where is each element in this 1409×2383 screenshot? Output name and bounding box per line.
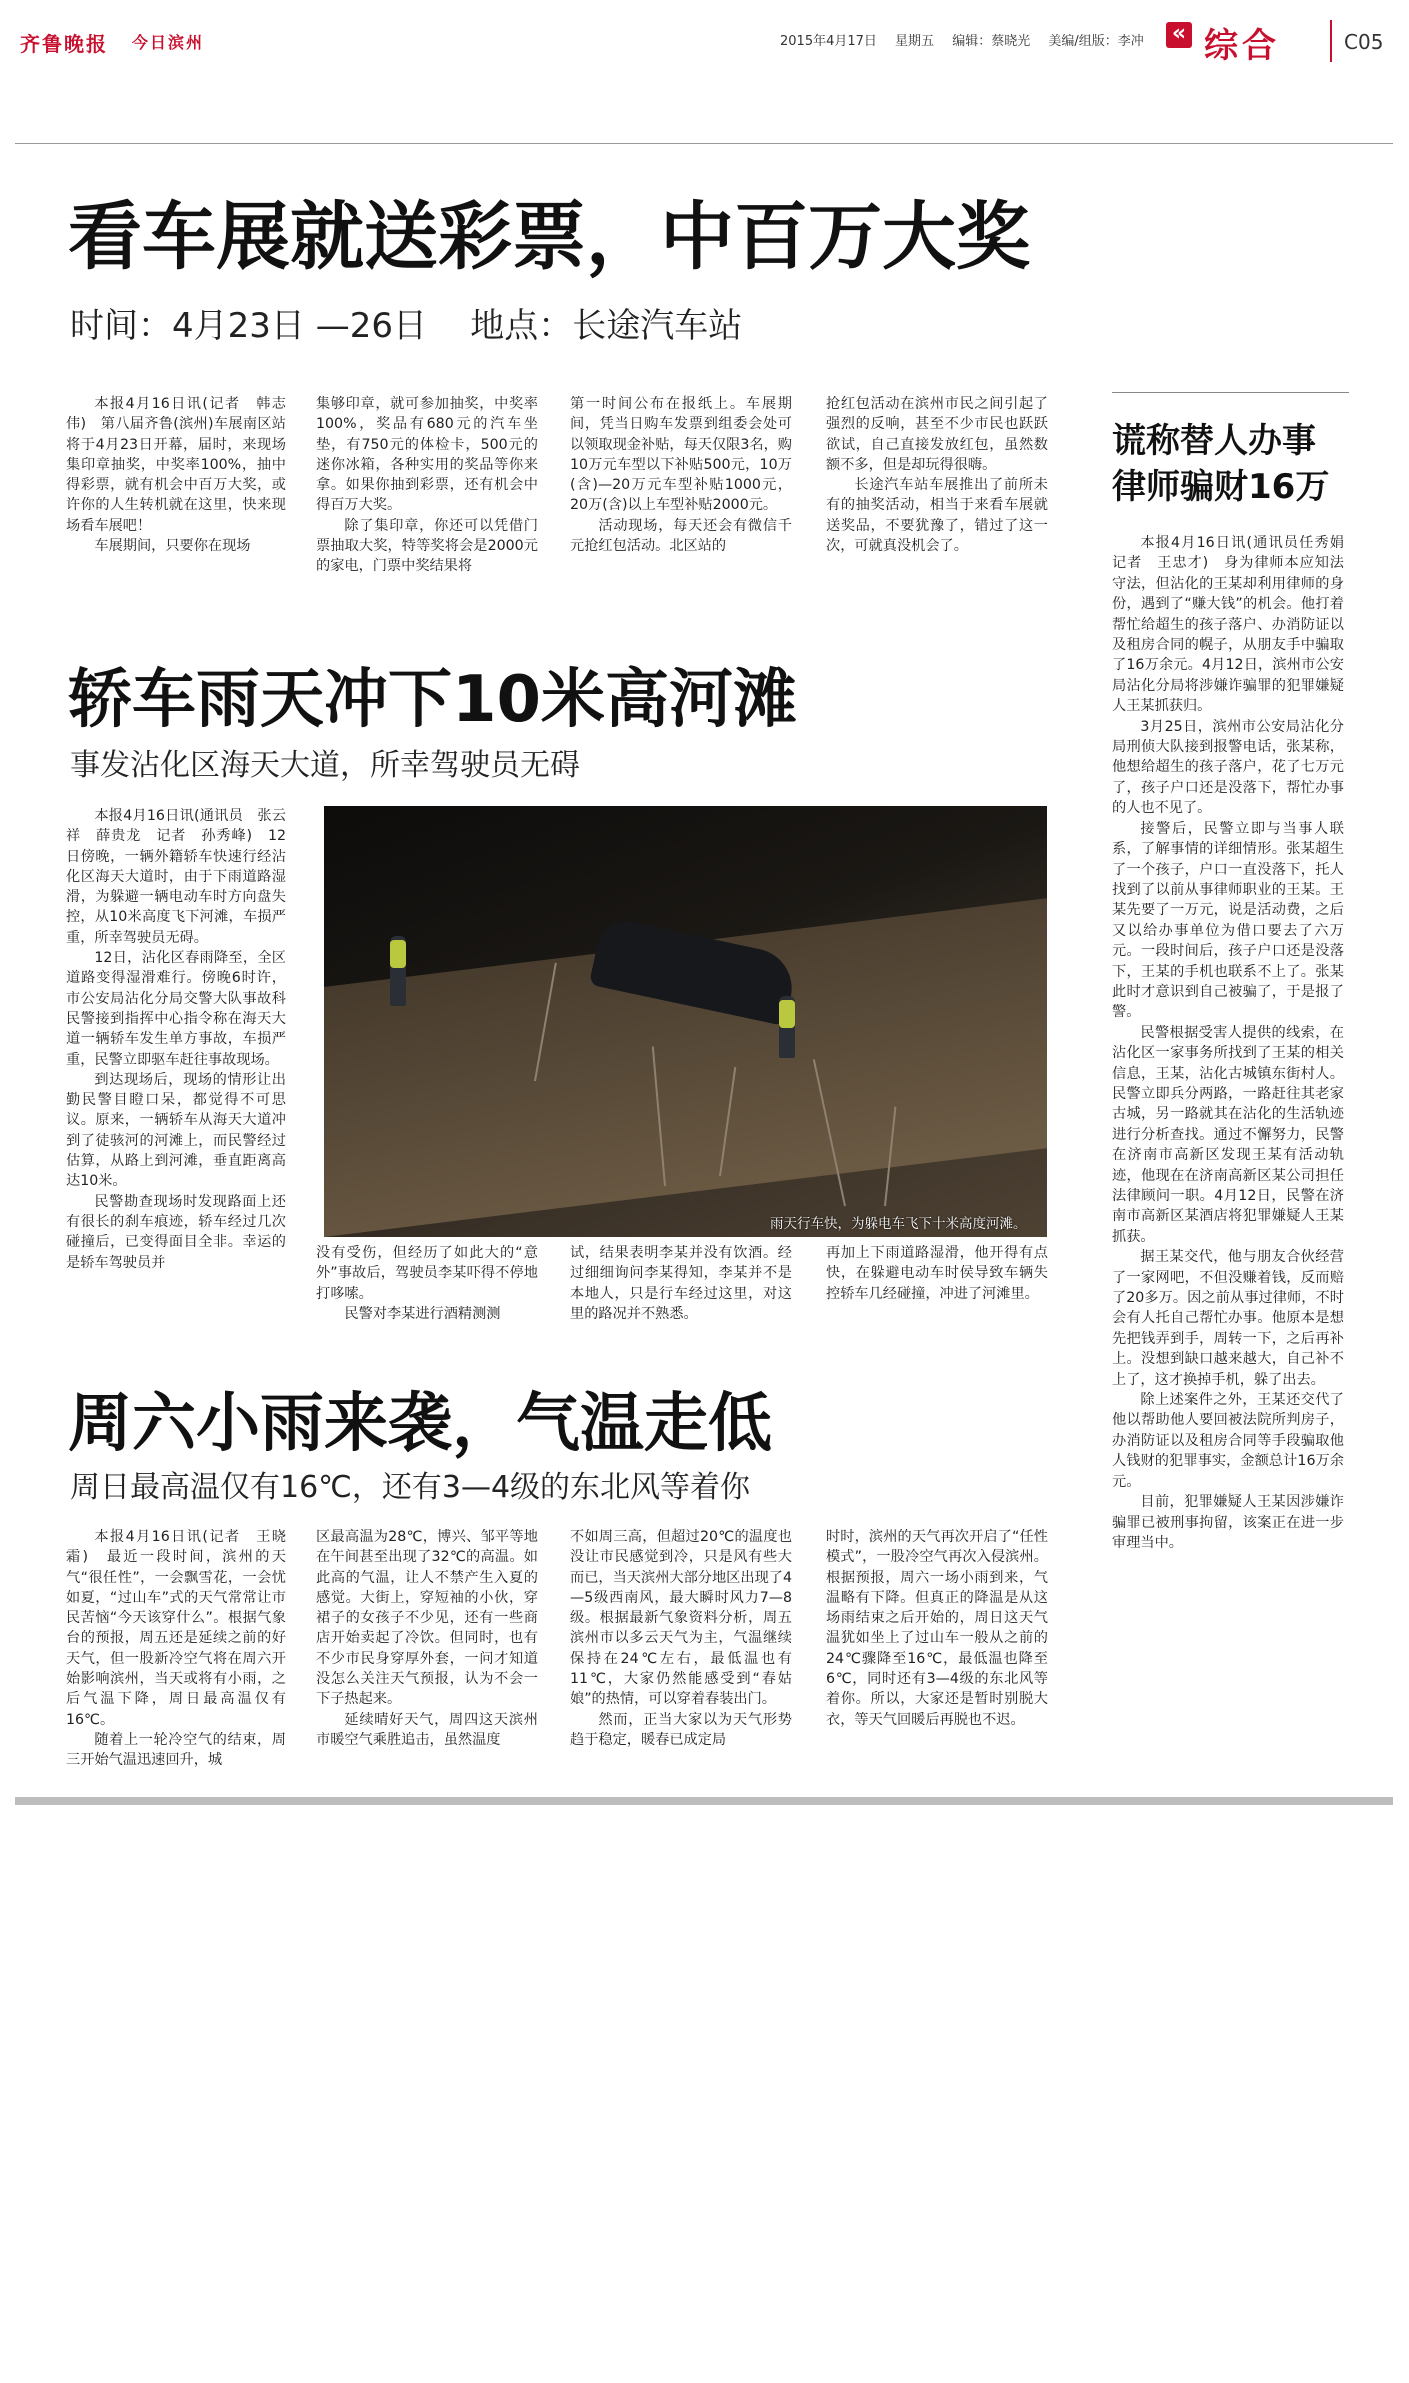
story2-column-3 xyxy=(570,1243,792,1324)
paragraph: 集够印章，就可参加抽奖，中奖率100%，奖品有680元的汽车坐垫，有750元的体检卡，500元的迷你冰箱，各种实用的奖品等你来拿。如果你抽到彩票，还有机会中得百万大奖。 xyxy=(316,396,538,514)
paragraph: 没有受伤，但经历了如此大的“意外”事故后，驾驶员李某吓得不停地打哆嗦。 xyxy=(316,1245,538,1302)
story1-column-4 xyxy=(826,394,1048,556)
bottom-band xyxy=(15,1797,1393,1805)
sidebar-body xyxy=(1112,533,1359,1553)
paragraph: 时时，滨州的天气再次开启了“任性模式”，一股冷空气再次入侵滨州。根据预报，周六一场小雨到来，气温略有下降。但真正的降温是从这场雨结束之后开始的，周日这天气温犹如坐上了过山车一般从之前的24℃骤降至16℃，最低温也降至6℃，同时还有3—4级的东北风等着你。所以，大家还是暂时别脱大衣，等天气回暖后再脱也不迟。 xyxy=(826,1529,1048,1728)
photo-caption: 雨天行车快，为躲电车飞下十米高度河滩。 xyxy=(770,1216,1027,1232)
story3-column-3 xyxy=(570,1527,792,1750)
reflective-vest xyxy=(779,1000,795,1028)
paragraph: 随着上一轮冷空气的结束，周三开始气温迅速回升，城 xyxy=(66,1731,286,1769)
paragraph: 本报4月16日讯(记者 韩志伟) 第八届齐鲁(滨州)车展南区站将于4月23日开幕，届时，来现场集印章抽奖，中奖率100%，抽中得彩票，就有机会中百万大奖，或许你的人生转机就在这里，快来现场看车展吧！ xyxy=(66,396,286,534)
editor-credit: 编辑：蔡晓光 xyxy=(952,34,1031,49)
story3-column-1 xyxy=(66,1527,286,1771)
paragraph: 抢红包活动在滨州市民之间引起了强烈的反响，甚至不少市民也跃跃欲试，自己直接发放红包，虽然数额不多，但是却玩得很嗨。 xyxy=(826,396,1048,473)
paragraph: 延续晴好天气，周四这天滨州市暖空气乘胜追击，虽然温度 xyxy=(316,1711,538,1748)
paragraph: 再加上下雨道路湿滑，他开得有点快，在躲避电动车时侯导致车辆失控轿车几经碰撞，冲进了河滩里。 xyxy=(826,1245,1048,1302)
story1-column-3 xyxy=(570,394,792,556)
masthead-meta xyxy=(780,30,1158,49)
paragraph: 试，结果表明李某并没有饮酒。经过细细询问李某得知，李某并不是本地人，只是行车经过这里，对这里的路况并不熟悉。 xyxy=(570,1245,792,1322)
story2-headline: 轿车雨天冲下10米高河滩 xyxy=(68,663,798,737)
design-credit: 美编/组版：李冲 xyxy=(1048,34,1144,49)
paragraph: 车展期间，只要你在现场 xyxy=(94,538,251,555)
paragraph: 目前，犯罪嫌疑人王某因涉嫌诈骗罪已被刑事拘留，该案正在进一步审理当中。 xyxy=(1112,1494,1344,1551)
story3-column-2 xyxy=(316,1527,538,1750)
story2-lead-column xyxy=(66,806,286,1273)
issue-date: 2015年4月17日 xyxy=(780,34,877,49)
accident-photo xyxy=(324,806,1047,1237)
newspaper-logo: 齐鲁晚报 xyxy=(20,32,108,56)
masthead-divider xyxy=(1330,20,1332,62)
paragraph: 本报4月16日讯(记者 王晓霜) 最近一段时间，滨州的天气“很任性”，一会飘雪花，一会忧如夏，“过山车”式的天气常常让市民苦恼“今天该穿什么”。根据气象台的预报，周五还是延续之前的好天气，但一股新冷空气将在周六开始影响滨州，当天或将有小雨，之后气温下降，周日最高温仅有16℃。 xyxy=(66,1529,286,1728)
paragraph: 本报4月16日讯(通讯员任秀娟 记者 王忠才) 身为律师本应知法守法，但沾化的王某却利用律师的身份，遇到了“赚大钱”的机会。他打着帮忙给超生的孩子落户、办消防证以及租房合同的幌子，从朋友手中骗取了16万余元。4月12日，滨州市公安局沾化分局将涉嫌诈骗罪的犯罪嫌疑人王某抓获归。 xyxy=(1112,535,1359,715)
paragraph: 不如周三高，但超过20℃的温度也没让市民感觉到冷，只是风有些大而已，当天滨州大部分地区出现了4—5级西南风，最大瞬时风力7—8级。根据最新气象资料分析，周五滨州市以多云天气为主，气温继续保持在24℃左右，最低温也有11℃，大家仍然能感受到“春姑娘”的热情，可以穿着春装出门。 xyxy=(570,1529,792,1708)
story2-subhead: 事发沾化区海天大道，所幸驾驶员无碍 xyxy=(70,748,580,783)
story2-column-4 xyxy=(826,1243,1048,1304)
sidebar-rule xyxy=(1112,392,1349,393)
page-number: C05 xyxy=(1344,30,1384,54)
story3-headline: 周六小雨来袭，气温走低 xyxy=(68,1387,772,1461)
story2-column-2 xyxy=(316,1243,538,1324)
sidebar-headline-line: 律师骗财16万 xyxy=(1112,467,1330,507)
paragraph: 长途汽车站车展推出了前所未有的抽奖活动，相当于来看车展就送奖品，不要犹豫了，错过了这一次，可就真没机会了。 xyxy=(826,477,1048,555)
paragraph: 12日，沾化区春雨降至，全区道路变得湿滑难行。傍晚6时许，市公安局沾化分局交警大队事故科民警接到指挥中心指令称在海天大道一辆轿车发生单方事故，车损严重，民警立即驱车赶往事故现场。 xyxy=(66,950,286,1068)
paragraph: 到达现场后，现场的情形让出勤民警目瞪口呆，都觉得不可思议。原来，一辆轿车从海天大道冲到了徒骇河的河滩上，而民警经过估算，从路上到河滩，垂直距离高达10米。 xyxy=(66,1071,286,1190)
paragraph: 接警后，民警立即与当事人联系，了解事情的详细情形。张某超生了一个孩子，户口一直没落下，托人找到了以前从事律师职业的王某。王某先要了一万元，说是活动费，之后又以给办事单位为借口要去了六万元。一段时间后，孩子户口还是没落下，王某的手机也联系不上了。张某此时才意识到自己被骗了，于是报了警。 xyxy=(1112,820,1344,1021)
paragraph: 3月25日，滨州市公安局沾化分局刑侦大队接到报警电话，张某称，他想给超生的孩子落户，花了七万元了，孩子户口还是没落下，帮忙办事的人也不见了。 xyxy=(1112,718,1344,817)
top-rule xyxy=(15,143,1393,144)
paragraph: 据王某交代，他与朋友合伙经营了一家网吧，不但没赚着钱，反而赔了20多万。因之前从事过律师，不时会有人托自己帮忙办事。他原本是想先把钱弄到手，周转一下，之后再补上。没想到缺口越来越大，自己补不上了，这才换掉手机，躲了出去。 xyxy=(1112,1249,1344,1388)
sidebar-headline-line: 谎称替人办事 xyxy=(1112,421,1316,461)
issue-weekday: 星期五 xyxy=(895,34,935,49)
section-name: 综合 xyxy=(1204,26,1280,66)
section-chevron-icon: « xyxy=(1166,22,1192,48)
story3-column-4 xyxy=(826,1527,1048,1730)
paragraph: 民警根据受害人提供的线索，在沾化区一家事务所找到了王某的相关信息，王某，沾化古城镇东街村人。民警立即兵分两路，一路赶往其老家古城，另一路就其在沾化的生活轨迹进行分析查找。通过不懈努力，民警在济南市高新区发现王某有活动轨迹，他现在在济南高新区某公司担任法律顾问一职。4月12日，民警在济南市高新区某酒店将犯罪嫌疑人王某抓获。 xyxy=(1112,1024,1344,1245)
paragraph: 区最高温为28℃，博兴、邹平等地在午间甚至出现了32℃的高温。如此高的气温，让人不禁产生入夏的感觉。大街上，穿短袖的小伙，穿裙子的女孩子不少见，还有一些商店开始卖起了冷饮。但同时，也有不少市民身穿厚外套，一问才知道没怎么关注天气预报，认为不会一下子热起来。 xyxy=(316,1529,538,1708)
edition-name: 今日滨州 xyxy=(132,33,205,52)
story1-column-1 xyxy=(66,394,286,556)
paragraph: 除上述案件之外，王某还交代了他以帮助他人要回被法院所判房子，办消防证以及租房合同等手段骗取他人钱财的犯罪事实，金额总计16万余元。 xyxy=(1112,1392,1344,1490)
paragraph: 本报4月16日讯(通讯员 张云祥 薛贵龙 记者 孙秀峰) 12日傍晚，一辆外籍轿车快速行经沾化区海天大道时，由于下雨道路湿滑，为躲避一辆电动车时方向盘失控，从10米高度飞下河滩，车损严重，所幸驾驶员无碍。 xyxy=(66,808,286,946)
paragraph: 第一时间公布在报纸上。车展期间，凭当日购车发票到组委会处可以领取现金补贴，每天仅限3名，购10万元车型以下补贴500元，10万(含)—20万元车型补贴1000元，20万(含)以上车型补贴2000元。 xyxy=(570,396,792,514)
story1-headline: 看车展就送彩票，中百万大奖 xyxy=(68,194,1030,280)
paragraph: 民警对李某进行酒精测测 xyxy=(344,1305,501,1322)
paragraph: 民警勘查现场时发现路面上还有很长的刹车痕迹，轿车经过几次碰撞后，已变得面目全非。幸运的是轿车驾驶员并 xyxy=(66,1193,286,1271)
paragraph: 然而，正当大家以为天气形势趋于稳定，暖春已成定局 xyxy=(570,1711,792,1748)
paragraph: 活动现场，每天还会有微信千元抢红包活动。北区站的 xyxy=(570,517,792,555)
reflective-vest xyxy=(390,940,406,968)
story3-subhead: 周日最高温仅有16℃，还有3—4级的东北风等着你 xyxy=(70,1470,751,1505)
paragraph: 除了集印章，你还可以凭借门票抽取大奖，特等奖将会是2000元的家电，门票中奖结果将 xyxy=(316,517,538,575)
story1-column-2 xyxy=(316,394,538,577)
sidebar-headline xyxy=(1112,418,1329,510)
story1-subhead: 时间：4月23日 —26日 地点：长途汽车站 xyxy=(70,306,743,346)
